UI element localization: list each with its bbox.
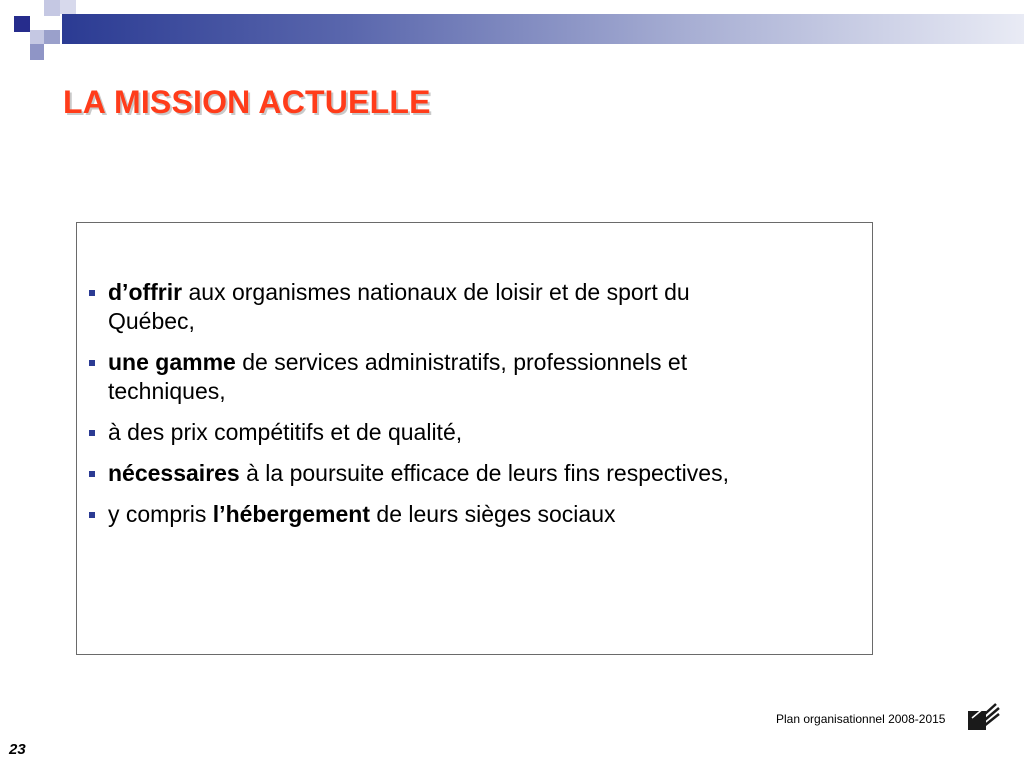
list-item bbox=[87, 348, 747, 406]
decorative-square bbox=[30, 30, 44, 44]
bullet-text-bold: nécessaires bbox=[108, 460, 240, 486]
bullet-square-icon bbox=[89, 430, 95, 436]
bullet-list bbox=[87, 278, 747, 541]
bullet-text: à la poursuite efficace de leurs fins respectives, bbox=[239, 460, 729, 486]
decorative-square bbox=[30, 44, 44, 60]
bullet-text-bold: d’offrir bbox=[108, 279, 183, 305]
bullet-text: y compris bbox=[108, 501, 213, 527]
decorative-square bbox=[44, 30, 60, 44]
list-item bbox=[87, 500, 747, 529]
bullet-text: de leurs sièges sociaux bbox=[370, 501, 616, 527]
page-number: 23 bbox=[9, 741, 26, 758]
bullet-square-icon bbox=[89, 360, 95, 366]
decorative-square bbox=[14, 16, 30, 32]
bullet-square-icon bbox=[89, 290, 95, 296]
decorative-square bbox=[44, 0, 60, 16]
slide-title: LA MISSION ACTUELLE bbox=[63, 84, 431, 120]
footer-caption: Plan organisationnel 2008-2015 bbox=[776, 712, 946, 726]
bullet-text: de services administratifs, professionnels et techniques, bbox=[108, 349, 688, 404]
decorative-square bbox=[60, 0, 76, 14]
content-box bbox=[76, 222, 873, 655]
list-item bbox=[87, 418, 747, 447]
list-item bbox=[87, 278, 747, 336]
list-item bbox=[87, 459, 747, 488]
header-gradient-band bbox=[62, 14, 1024, 44]
bullet-text-bold: l’hébergement bbox=[212, 501, 371, 527]
bullet-square-icon bbox=[89, 471, 95, 477]
organisation-logo-icon bbox=[966, 702, 1000, 732]
bullet-text-bold: une gamme bbox=[108, 349, 236, 375]
bullet-square-icon bbox=[89, 512, 95, 518]
bullet-text: à des prix compétitifs et de qualité, bbox=[108, 419, 463, 445]
bullet-text: aux organismes nationaux de loisir et de sport du Québec, bbox=[108, 279, 690, 334]
